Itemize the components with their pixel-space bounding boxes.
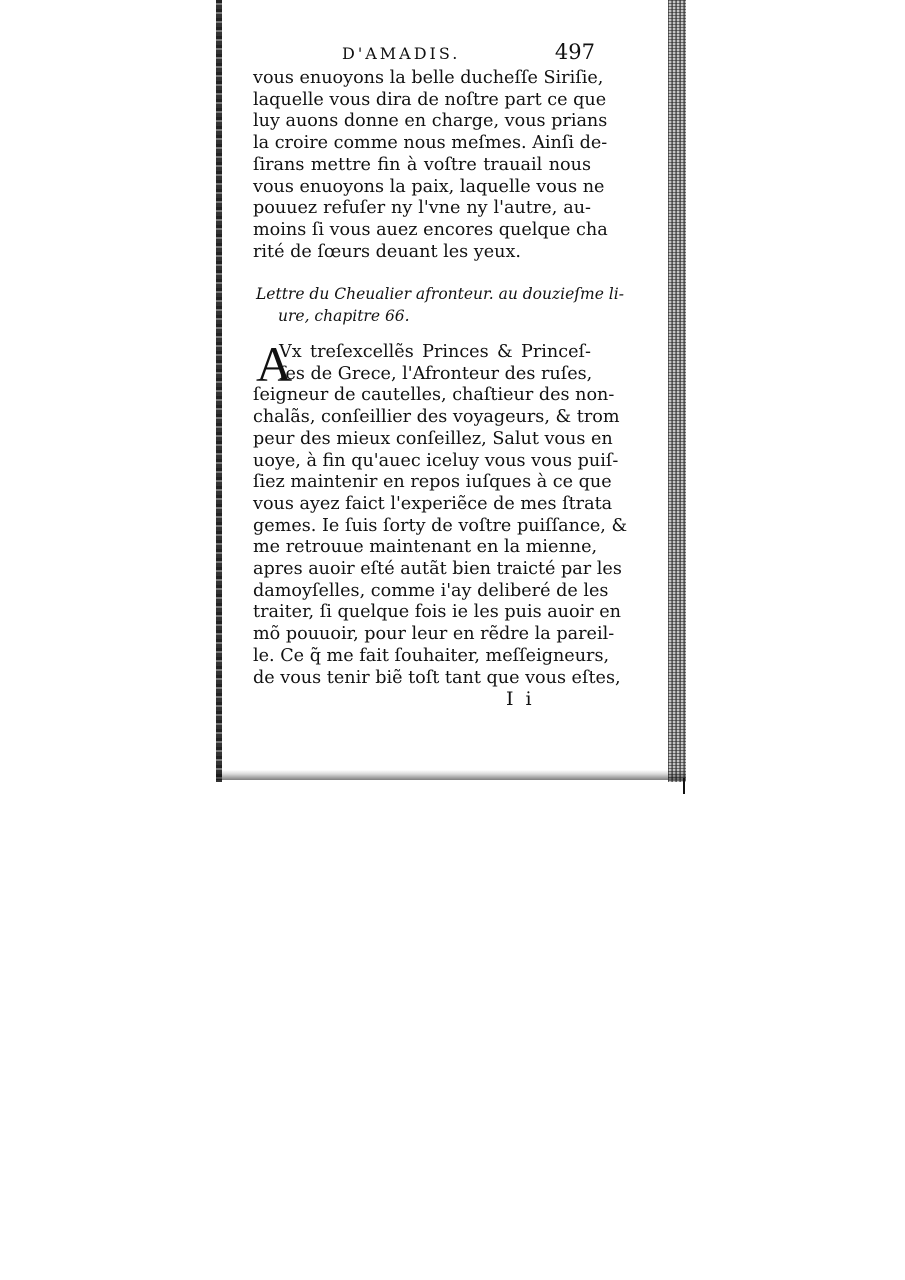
letter-line: le. Ce q̃ me fait ſouhaiter, meſſeigneurs,	[253, 645, 610, 666]
running-title: D'AMADIS.	[342, 44, 461, 63]
letter-line: gemes. Ie ſuis ſorty de voſtre puiſſance, &	[253, 515, 628, 536]
letter-line: chalãs, conſeillier des voyageurs, & trom	[253, 407, 620, 428]
page-number: 497	[554, 40, 595, 64]
body-line: pouuez refuſer ny l'vne ny l'autre, au-	[253, 198, 591, 219]
letter-line: ſes de Grece, l'Afronteur des ruſes,	[279, 363, 593, 384]
body-line: la croire comme nous meſmes. Ainſi de-	[253, 133, 608, 154]
body-line: luy auons donne en charge, vous prians	[253, 111, 608, 132]
letter-heading	[256, 283, 624, 327]
drop-cap: A	[256, 336, 293, 392]
letter-line: ſiez maintenir en repos iuſques à ce que	[253, 472, 612, 493]
signature-mark: I i	[506, 688, 535, 710]
letter-line: peur des mieux conſeillez, Salut vous en	[253, 428, 613, 449]
letter-line: vous ayez faict l'experiẽce de mes ſtrata	[253, 493, 613, 514]
letter-line: Vx treſexcellẽs Princes & Princeſ-	[279, 342, 591, 362]
page-left-edge-shadow	[216, 0, 222, 782]
letter-line: damoyſelles, comme i'ay deliberé de les	[253, 580, 609, 601]
body-line: ſirans mettre fin à voſtre trauail nous	[253, 154, 591, 175]
scan-edge-mark	[683, 778, 685, 794]
body-line: vous enuoyons la paix, laquelle vous ne	[253, 176, 605, 197]
page-bottom-edge-shadow	[216, 770, 686, 780]
letter-paragraph	[253, 336, 628, 689]
letter-line: apres auoir eſté autãt bien traicté par les	[253, 559, 622, 580]
body-line: moins ſi vous auez encores quelque cha	[253, 219, 608, 240]
letter-line: ſeigneur de cautelles, chaſtieur des non-	[253, 385, 615, 406]
body-paragraph	[253, 68, 608, 263]
page-right-edge-shadow	[668, 0, 686, 782]
running-head	[250, 40, 595, 66]
letter-line: uoye, à fin qu'auec iceluy vous vous puiſ-	[253, 450, 619, 471]
body-line: laquelle vous dira de noſtre part ce que	[253, 89, 607, 110]
letter-line: traiter, ſi quelque fois ie les puis auoir en	[253, 602, 621, 623]
letter-line: mõ pouuoir, pour leur en rẽdre la pareil-	[253, 624, 615, 645]
body-line: rité de ſœurs deuant les yeux.	[253, 241, 521, 262]
heading-line: Lettre du Cheualier afronteur. au douzieſme li-	[256, 285, 624, 303]
heading-line: ure, chapitre 66.	[278, 307, 410, 325]
letter-line: de vous tenir biẽ toſt tant que vous eſtes,	[253, 667, 621, 688]
body-line: vous enuoyons la belle ducheſſe Siriſie,	[253, 68, 604, 88]
letter-line: me retrouue maintenant en la mienne,	[253, 537, 598, 558]
